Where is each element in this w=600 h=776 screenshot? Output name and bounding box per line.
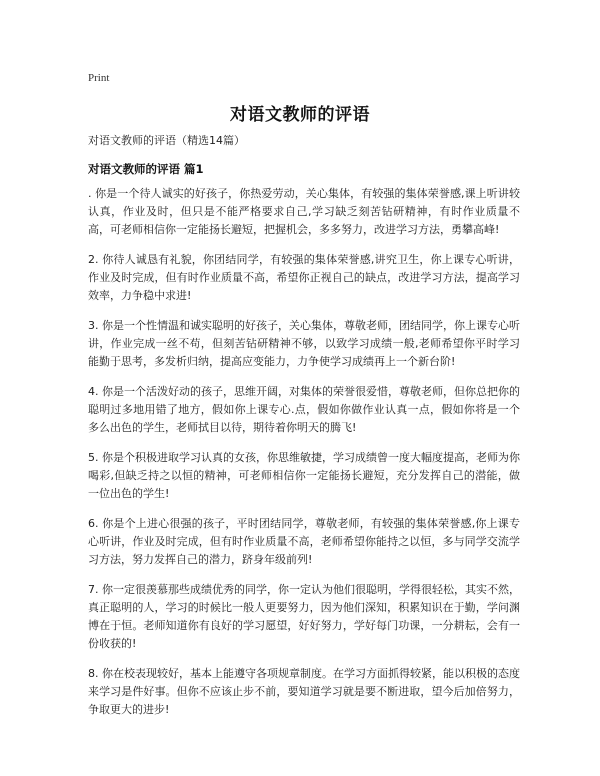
print-link[interactable]: Print: [88, 72, 110, 84]
comment-paragraph-2: 2. 你待人诚恳有礼貌，你团结同学，有较强的集体荣誉感,讲究卫生，你上课专心听讲，作业及时完成，但有时作业质量不高，希望你正视自己的缺点，改进学习方法，提高学习效率，力争稳中求进!: [88, 253, 520, 302]
document-title: 对语文教师的评语: [230, 105, 370, 125]
comment-paragraph-6: 6. 你是个上进心很强的孩子，平时团结同学，尊敬老师，有较强的集体荣誉感,你上课专心听讲，作业及时完成，但有时作业质量不高，老师希望你能持之以恒，多与同学交流学习方法，努力发挥自己的潜力，跻身年级前列!: [88, 517, 520, 566]
comment-list: [88, 185, 520, 731]
comment-paragraph-1: . 你是一个待人诚实的好孩子，你热爱劳动，关心集体，有较强的集体荣誉感,课上听讲较认真，作业及时，但只是不能严格要求自己,学习缺乏刻苦钻研精神，有时作业质量不高，可老师相信你一定能扬长避短，把握机会，多多努力，改进学习方法，勇攀高峰!: [88, 187, 520, 236]
comment-paragraph-5: 5. 你是个积极进取学习认真的女孩，你思维敏捷，学习成绩曾一度大幅度提高，老师为你喝彩,但缺乏持之以恒的精神，可老师相信你一定能扬长避短，充分发挥自己的潜能，做一位出色的学生!: [88, 451, 520, 500]
comment-paragraph-8: 8. 你在校表现较好，基本上能遵守各项规章制度。在学习方面抓得较紧，能以积极的态度来学习是件好事。但你不应该止步不前，要知道学习就是要不断进取，望今后加倍努力，争取更大的进步!: [88, 667, 520, 716]
comment-paragraph-4: 4. 你是一个活泼好动的孩子，思维开阔，对集体的荣誉很爱惜，尊敬老师，但你总把你的聪明过多地用错了地方，假如你上课专心.点，假如你做作业认真一点，假如你将是一个多么出色的学生，老师拭目以待，期待着你明天的腾飞!: [88, 385, 520, 434]
document-subtitle: 对语文教师的评语（精选14篇）: [88, 134, 245, 147]
comment-paragraph-7: 7. 你一定很羡慕那些成绩优秀的同学，你一定认为他们很聪明，学得很轻松，其实不然，真正聪明的人，学习的时候比一般人更要努力，因为他们深知，积累知识在于勤，学问渊博在于恒。老师知道你有良好的学习愿望，好好努力，学好每门功课，一分耕耘，会有一份收获的!: [88, 583, 520, 650]
section-heading: 对语文教师的评语 篇1: [88, 162, 204, 176]
comment-paragraph-3: 3. 你是一个性情温和诚实聪明的好孩子，关心集体，尊敬老师，团结同学，你上课专心听讲，作业完成一丝不苟，但刻苦钻研精神不够，以致学习成绩一般,老师希望你平时学习能勤于思考，多发析归纳，提高应变能力，力争使学习成绩再上一个新台阶!: [88, 319, 520, 368]
